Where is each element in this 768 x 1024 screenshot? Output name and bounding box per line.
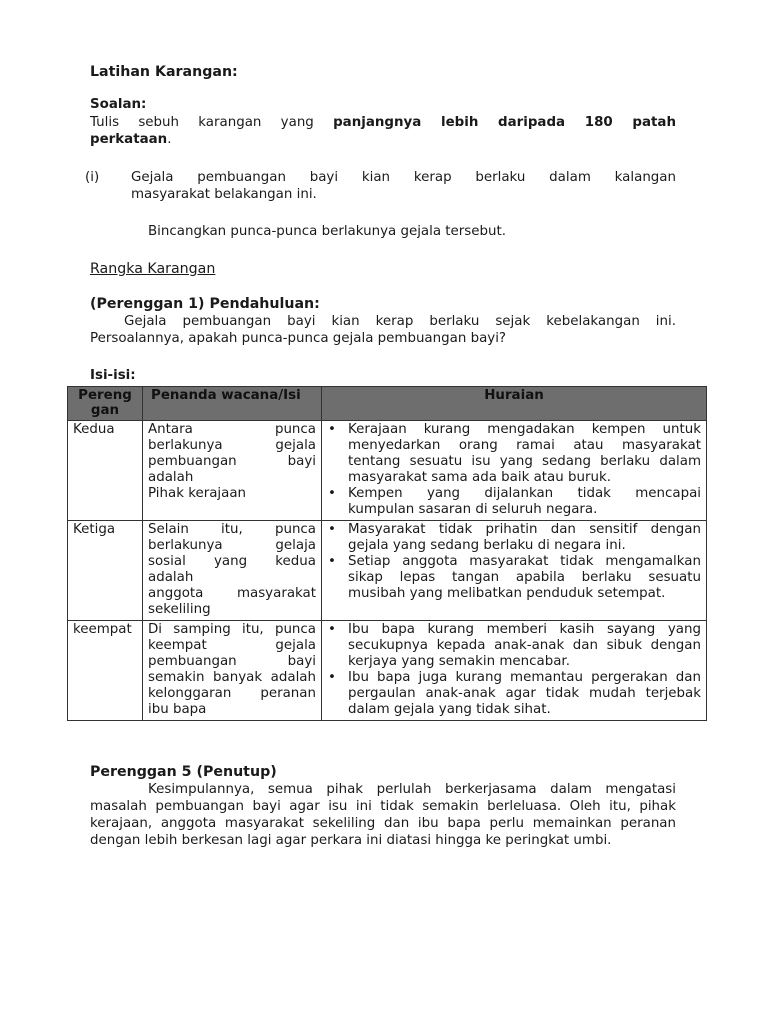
cell-penanda: [143, 521, 322, 621]
cell-huraian: [322, 421, 707, 521]
huraian-line: gejala yang sedang berlaku di negara ini.: [348, 538, 626, 553]
penanda-line: berlakunya gejala: [148, 438, 316, 453]
penanda-line: kelonggaran peranan: [148, 686, 316, 701]
huraian-line: Masyarakat tidak prihatin dan sensitif dengan: [348, 522, 701, 537]
penanda-line: keempat gejala: [148, 638, 316, 653]
huraian-line: pergaulan anak-anak agar tidak mudah terjebak: [348, 686, 701, 701]
huraian-line: kumpulan sasaran di seluruh negara.: [348, 502, 598, 517]
penanda-line: Antara punca: [148, 422, 316, 437]
question-period: .: [167, 132, 172, 147]
bullet-icon: •: [328, 554, 336, 569]
question-emphasis-end: perkataan: [90, 132, 168, 147]
page-title: Latihan Karangan:: [90, 64, 238, 80]
penanda-line: sekeliling: [148, 602, 211, 617]
isi-table: [67, 386, 707, 721]
penanda-line: Selain itu, punca: [148, 522, 316, 537]
penanda-line: adalah: [148, 470, 194, 485]
bullet-icon: •: [328, 622, 336, 637]
penutup-line-2: masalah pembuangan bayi agar isu ini tidak semakin berleluasa. Oleh itu, pihak: [90, 799, 676, 814]
huraian-line: musibah yang melibatkan penduduk setempat.: [348, 586, 666, 601]
penutup-line-1: [90, 782, 676, 799]
penanda-line: Di samping itu, punca: [148, 622, 316, 637]
cell-penanda: [143, 421, 322, 521]
cell-perenggan: Ketiga: [68, 521, 143, 621]
huraian-bullet-item: [327, 554, 701, 602]
bullet-icon: •: [328, 522, 336, 537]
header-perenggan: [68, 387, 143, 421]
isi-heading: Isi-isi:: [90, 368, 136, 383]
huraian-line: Ibu bapa kurang memberi kasih sayang yang: [348, 622, 701, 637]
huraian-line: Kerajaan kurang mengadakan kempen untuk: [348, 422, 701, 437]
bullet-icon: •: [328, 486, 336, 501]
huraian-bullet-item: [327, 422, 701, 486]
instruction: Bincangkan punca-punca berlakunya gejala tersebut.: [148, 224, 507, 239]
huraian-line: tentang sesuatu isu yang sedang berlaku dalam: [348, 454, 701, 469]
pendahuluan-line-1-text: Gejala pembuangan bayi kian kerap berlaku sejak kebelakangan ini.: [124, 314, 676, 329]
penanda-line: sosial yang kedua: [148, 554, 316, 569]
bullet-icon: •: [328, 422, 336, 437]
penutup-heading: Perenggan 5 (Penutup): [90, 764, 277, 780]
huraian-line: kerjaya yang semakin mencabar.: [348, 654, 570, 669]
penanda-line: adalah: [148, 570, 194, 585]
penanda-line: Pihak kerajaan: [148, 486, 247, 501]
question-line-2: [90, 132, 171, 149]
huraian-bullet-item: [327, 670, 701, 718]
pendahuluan-heading: (Perenggan 1) Pendahuluan:: [90, 296, 320, 312]
penanda-line: semakin banyak adalah: [148, 670, 316, 685]
item-line-1: Gejala pembuangan bayi kian kerap berlaku dalam kalangan: [131, 170, 676, 185]
table-header-row: [68, 387, 707, 421]
pendahuluan-line-2: Persoalannya, apakah punca-punca gejala pembuangan bayi?: [90, 331, 507, 346]
huraian-bullet-item: [327, 622, 701, 670]
table-row: [68, 521, 707, 621]
soalan-heading: Soalan:: [90, 97, 147, 112]
penanda-line: berlakunya gelaja: [148, 538, 316, 553]
cell-huraian: [322, 621, 707, 721]
pendahuluan-line-1: [90, 314, 676, 331]
cell-perenggan: Kedua: [68, 421, 143, 521]
cell-perenggan: keempat: [68, 621, 143, 721]
question-text: Tulis sebuh karangan yang: [90, 115, 334, 130]
header-huraian: Huraian: [322, 387, 707, 421]
penanda-line: ibu bapa: [148, 702, 207, 717]
huraian-line: secukupnya kepada anak-anak dan sibuk dengan: [348, 638, 701, 653]
item-number: (i): [85, 170, 100, 185]
penanda-line: pembuangan bayi: [148, 654, 316, 669]
huraian-bullet-item: [327, 486, 701, 518]
huraian-bullet-item: [327, 522, 701, 554]
header-perenggan-l1: Pereng: [78, 388, 132, 403]
rangka-heading: Rangka Karangan: [90, 261, 216, 277]
huraian-line: Ibu bapa juga kurang memantau pergerakan dan: [348, 670, 701, 685]
item-line-2: masyarakat belakangan ini.: [131, 187, 317, 202]
penutup-line-3: kerajaan, anggota masyarakat sekeliling dan ibu bapa perlu memainkan peranan: [90, 816, 676, 831]
cell-penanda: [143, 621, 322, 721]
penutup-line-1-text: Kesimpulannya, semua pihak perlulah berkerjasama dalam mengatasi: [148, 782, 676, 797]
table-row: [68, 421, 707, 521]
huraian-line: masyarakat sama ada baik atau buruk.: [348, 470, 611, 485]
huraian-line: dalam gejala yang tidak sihat.: [348, 702, 551, 717]
huraian-line: Setiap anggota masyarakat tidak mengamalkan: [348, 554, 701, 569]
question-line-1: [90, 115, 676, 132]
penutup-line-4: dengan lebih berkesan lagi agar perkara ini diatasi hingga ke peringkat umbi.: [90, 833, 612, 848]
cell-huraian: [322, 521, 707, 621]
penanda-line: anggota masyarakat: [148, 586, 316, 601]
bullet-icon: •: [328, 670, 336, 685]
huraian-line: menyedarkan orang ramai atau masyarakat: [348, 438, 701, 453]
table-row: [68, 621, 707, 721]
header-penanda: Penanda wacana/Isi: [143, 387, 322, 421]
question-emphasis: panjangnya lebih daripada 180 patah: [333, 115, 677, 130]
penanda-line: pembuangan bayi: [148, 454, 316, 469]
huraian-line: Kempen yang dijalankan tidak mencapai: [348, 486, 701, 501]
header-perenggan-l2: gan: [90, 403, 120, 418]
huraian-line: sikap lepas tangan apabila berlaku sesuatu: [348, 570, 701, 585]
